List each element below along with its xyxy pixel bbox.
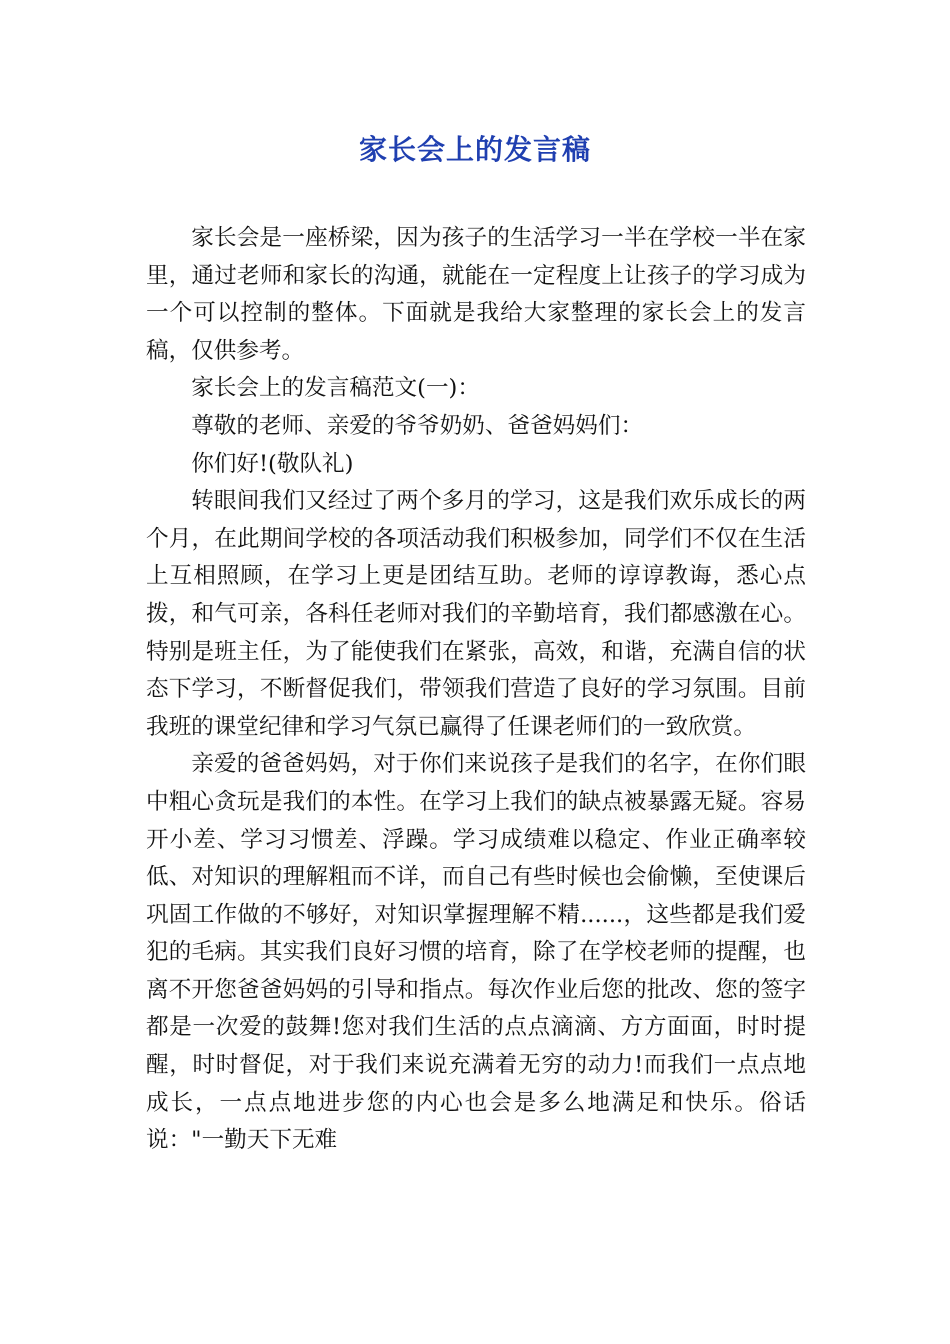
paragraph-greeting: 你们好!(敬队礼) — [191, 450, 354, 477]
document-body — [146, 220, 806, 1160]
paragraph-body-1: 转眼间我们又经过了两个多月的学习，这是我们欢乐成长的两个月，在此期间学校的各项活动我们积极参加，同学们不仅在生活上互相照顾，在学习上更是团结互助。老师的谆谆教诲，悉心点拨，和气可亲，各科任老师对我们的辛勤培育，我们都感激在心。特别是班主任，为了能使我们在紧张，高效，和谐，充满自信的状态下学习，不断督促我们，带领我们营造了良好的学习氛围。目前我班的课堂纪律和学习气氛已赢得了任课老师们的一致欣赏。 — [146, 488, 806, 740]
paragraph-salutation: 尊敬的老师、亲爱的爷爷奶奶、爸爸妈妈们： — [191, 412, 644, 439]
paragraph-intro: 家长会是一座桥梁，因为孩子的生活学习一半在学校一半在家里，通过老师和家长的沟通，就能在一定程度上让孩子的学习成为一个可以控制的整体。下面就是我给大家整理的家长会上的发言稿，仅供参考。 — [146, 225, 806, 364]
paragraph-section-heading: 家长会上的发言稿范文(一)： — [191, 375, 480, 402]
document-title: 家长会上的发言稿 — [358, 133, 591, 166]
paragraph-body-2: 亲爱的爸爸妈妈，对于你们来说孩子是我们的名字，在你们眼中粗心贪玩是我们的本性。在学习上我们的缺点被暴露无疑。容易开小差、学习习惯差、浮躁。学习成绩难以稳定、作业正确率较低、对知识的理解粗而不详，而自己有些时候也会偷懒，至使课后巩固工作做的不够好，对知识掌握理解不精......，这些都是我们爱犯的毛病。其实我们良好习惯的培育，除了在学校老师的提醒，也离不开您爸爸妈妈的引导和指点。每次作业后您的批改、您的签字都是一次爱的鼓舞!您对我们生活的点点滴滴、方方面面，时时提醒，时时督促，对于我们来说充满着无穷的动力!而我们一点点地成长，一点点地进步您的内心也会是多么地满足和快乐。俗话说："一勤天下无难 — [146, 751, 806, 1154]
